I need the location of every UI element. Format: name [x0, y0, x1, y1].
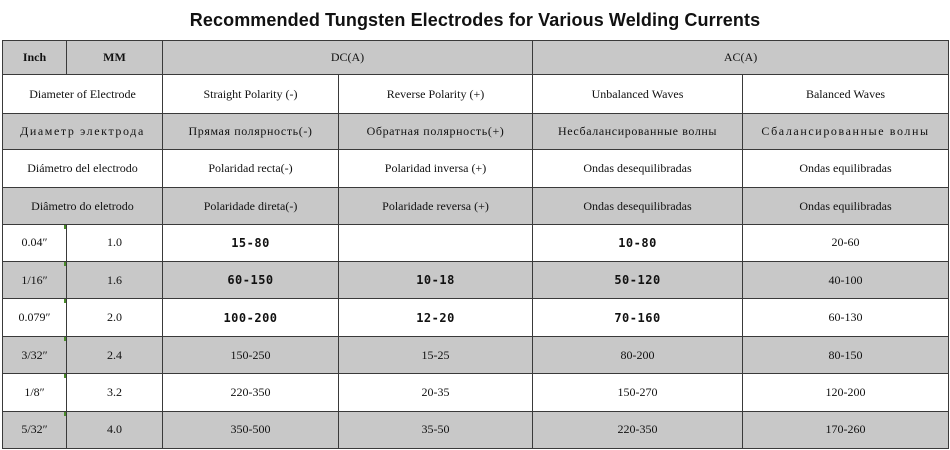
electrode-table: [2, 40, 949, 449]
header-row-english: [3, 75, 949, 113]
unbalanced-cell: 10-80: [533, 224, 743, 261]
balanced-waves-label-es: Ondas equilibradas: [743, 150, 949, 188]
straight-cell: 60-150: [163, 262, 339, 299]
reverse-cell: 12-20: [339, 299, 533, 336]
diameter-label-es: Diámetro del electrodo: [3, 150, 163, 188]
mm-cell: 1.6: [67, 262, 163, 299]
table-row: [3, 374, 949, 411]
corner-marker: [64, 262, 66, 266]
unbalanced-cell: 50-120: [533, 262, 743, 299]
header-row-russian: [3, 113, 949, 149]
reverse-cell: 15-25: [339, 336, 533, 373]
straight-polarity-label-es: Polaridad recta(-): [163, 150, 339, 188]
inch-cell: 3/32″: [3, 336, 67, 373]
balanced-cell: 170-260: [743, 411, 949, 448]
straight-polarity-label-pt: Polaridade direta(-): [163, 188, 339, 224]
balanced-cell: 120-200: [743, 374, 949, 411]
unbalanced-cell: 70-160: [533, 299, 743, 336]
balanced-cell: 20-60: [743, 224, 949, 261]
inch-cell: 0.079″: [3, 299, 67, 336]
mm-cell: 2.4: [67, 336, 163, 373]
balanced-cell: 80-150: [743, 336, 949, 373]
inch-cell: 5/32″: [3, 411, 67, 448]
corner-marker: [64, 225, 66, 229]
straight-polarity-label: Straight Polarity (-): [163, 75, 339, 113]
table-row: [3, 262, 949, 299]
balanced-waves-label-ru: Сбалансированные волны: [743, 113, 949, 149]
ac-header: AC(A): [533, 41, 949, 75]
straight-cell: 100-200: [163, 299, 339, 336]
unbalanced-waves-label-ru: Несбалансированные волны: [533, 113, 743, 149]
mm-cell: 2.0: [67, 299, 163, 336]
table-row: [3, 299, 949, 336]
corner-marker: [64, 299, 66, 303]
mm-header: MM: [67, 41, 163, 75]
unbalanced-waves-label: Unbalanced Waves: [533, 75, 743, 113]
header-row-portuguese: [3, 188, 949, 224]
diameter-label-ru: Диаметр электрода: [3, 113, 163, 149]
page-title: Recommended Tungsten Electrodes for Various Welding Currents: [189, 9, 761, 30]
inch-cell: 1/16″: [3, 262, 67, 299]
mm-cell: 3.2: [67, 374, 163, 411]
straight-cell: 15-80: [163, 224, 339, 261]
unbalanced-cell: 220-350: [533, 411, 743, 448]
reverse-cell: [339, 224, 533, 261]
reverse-polarity-label-es: Polaridad inversa (+): [339, 150, 533, 188]
corner-marker: [64, 374, 66, 378]
mm-cell: 1.0: [67, 224, 163, 261]
corner-marker: [64, 412, 66, 416]
reverse-cell: 10-18: [339, 262, 533, 299]
straight-cell: 220-350: [163, 374, 339, 411]
reverse-cell: 35-50: [339, 411, 533, 448]
reverse-polarity-label: Reverse Polarity (+): [339, 75, 533, 113]
table-row: [3, 336, 949, 373]
balanced-waves-label: Balanced Waves: [743, 75, 949, 113]
inch-cell: 1/8″: [3, 374, 67, 411]
reverse-polarity-label-ru: Обратная полярность(+): [339, 113, 533, 149]
dc-header: DC(A): [163, 41, 533, 75]
table-row: [3, 224, 949, 261]
unbalanced-cell: 80-200: [533, 336, 743, 373]
diameter-label: Diameter of Electrode: [3, 75, 163, 113]
header-row-spanish: [3, 150, 949, 188]
reverse-cell: 20-35: [339, 374, 533, 411]
straight-cell: 350-500: [163, 411, 339, 448]
mm-cell: 4.0: [67, 411, 163, 448]
diameter-label-pt: Diâmetro do eletrodo: [3, 188, 163, 224]
straight-polarity-label-ru: Прямая полярность(-): [163, 113, 339, 149]
unbalanced-waves-label-pt: Ondas desequilibradas: [533, 188, 743, 224]
corner-marker: [64, 337, 66, 341]
reverse-polarity-label-pt: Polaridade reversa (+): [339, 188, 533, 224]
balanced-cell: 40-100: [743, 262, 949, 299]
unbalanced-waves-label-es: Ondas desequilibradas: [533, 150, 743, 188]
table-row: [3, 411, 949, 448]
straight-cell: 150-250: [163, 336, 339, 373]
inch-header: Inch: [3, 41, 67, 75]
unbalanced-cell: 150-270: [533, 374, 743, 411]
balanced-cell: 60-130: [743, 299, 949, 336]
header-row-units: [3, 41, 949, 75]
balanced-waves-label-pt: Ondas equilibradas: [743, 188, 949, 224]
inch-cell: 0.04″: [3, 224, 67, 261]
